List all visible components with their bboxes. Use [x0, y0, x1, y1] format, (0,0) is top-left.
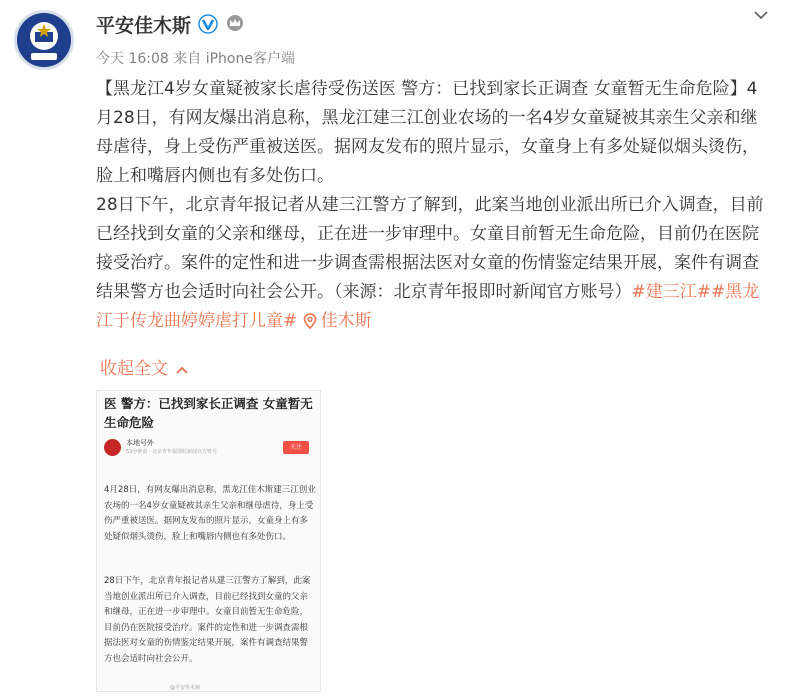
card-title: 医 警方：已找到家长正调查 女童暂无生命危险: [104, 396, 313, 430]
image-watermark: @平安佳木斯: [170, 685, 201, 691]
card-source-sub: 53分钟前 · 北京青年报即时新闻官方账号: [126, 449, 218, 455]
hashtag-link-2[interactable]: #黑龙江于传龙曲婷婷虐打儿童#: [96, 282, 760, 331]
post-time[interactable]: 今天 16:08: [96, 51, 169, 67]
card-follow-button: 关注: [283, 441, 309, 454]
hashtag-link[interactable]: #建三江#: [631, 282, 711, 302]
location-label: 佳木斯: [320, 311, 372, 331]
chevron-up-icon: [176, 366, 188, 374]
post-paragraph: 【黑龙江4岁女童疑被家长虐待受伤送医 警方：已找到家长正调查 女童暂无生命危险】4月28日，有网友爆出消息称，黑龙江建三江创业农场的一名4岁女童疑被其亲生父亲和继母虐待，身上受伤严重被送医。据网友发布的照片显示，女童身上有多处疑似烟头烫伤，脸上和嘴唇内侧也有多处伤口。: [96, 79, 759, 186]
post-image[interactable]: [96, 390, 321, 692]
post-content: [96, 75, 772, 336]
collapse-button[interactable]: [100, 354, 188, 379]
member-crown-icon[interactable]: [225, 14, 245, 32]
location-link[interactable]: [303, 311, 372, 331]
card-source-name: 本地号外: [126, 439, 154, 447]
card-paragraph-2: 28日下午，北京青年报记者从建三江警方了解到，此案当地创业派出所已介入调查，目前已经找到女童的父亲和继母，正在进一步审理中。女童目前暂无生命危险，目前仍在医院接受治疗。案件的定性和进一步调查需根据法医对女童的伤情鉴定结果开展，案件有调查结果警方也会适时向社会公开。: [104, 576, 311, 664]
card-source-avatar: [104, 439, 121, 456]
account-name[interactable]: 平安佳木斯: [96, 15, 192, 37]
location-pin-icon: [303, 313, 317, 329]
card-paragraph: 4月28日，有网友爆出消息称，黑龙江佳木斯建三江创业农场的一名4岁女童疑被其亲生父亲和继母虐待，身上受伤严重被送医。据网友发布的照片显示，女童身上有多处疑似烟头烫伤，脸上和嘴唇内侧也有多处伤口。: [104, 485, 316, 542]
collapse-label: 收起全文: [100, 359, 168, 379]
account-avatar[interactable]: [14, 10, 74, 70]
post-paragraph-2: 28日下午，北京青年报记者从建三江警方了解到，此案当地创业派出所已介入调查，目前已经找到女童的父亲和继母，正在进一步审理中。女童目前暂无生命危险，目前仍在医院接受治疗。案件的定性和进一步调查需根据法医对女童的伤情鉴定结果开展，案件有调查结果警方也会适时向社会公开。（来源：北京青年报即时新闻官方账号）#建三江##黑龙江于传龙曲婷婷虐打儿童# 佳木斯: [96, 195, 764, 331]
post-source: 来自 iPhone客户端: [173, 51, 295, 67]
chevron-down-icon[interactable]: [748, 4, 774, 26]
verified-v-badge-icon: [198, 14, 218, 34]
post-meta: [96, 48, 295, 68]
